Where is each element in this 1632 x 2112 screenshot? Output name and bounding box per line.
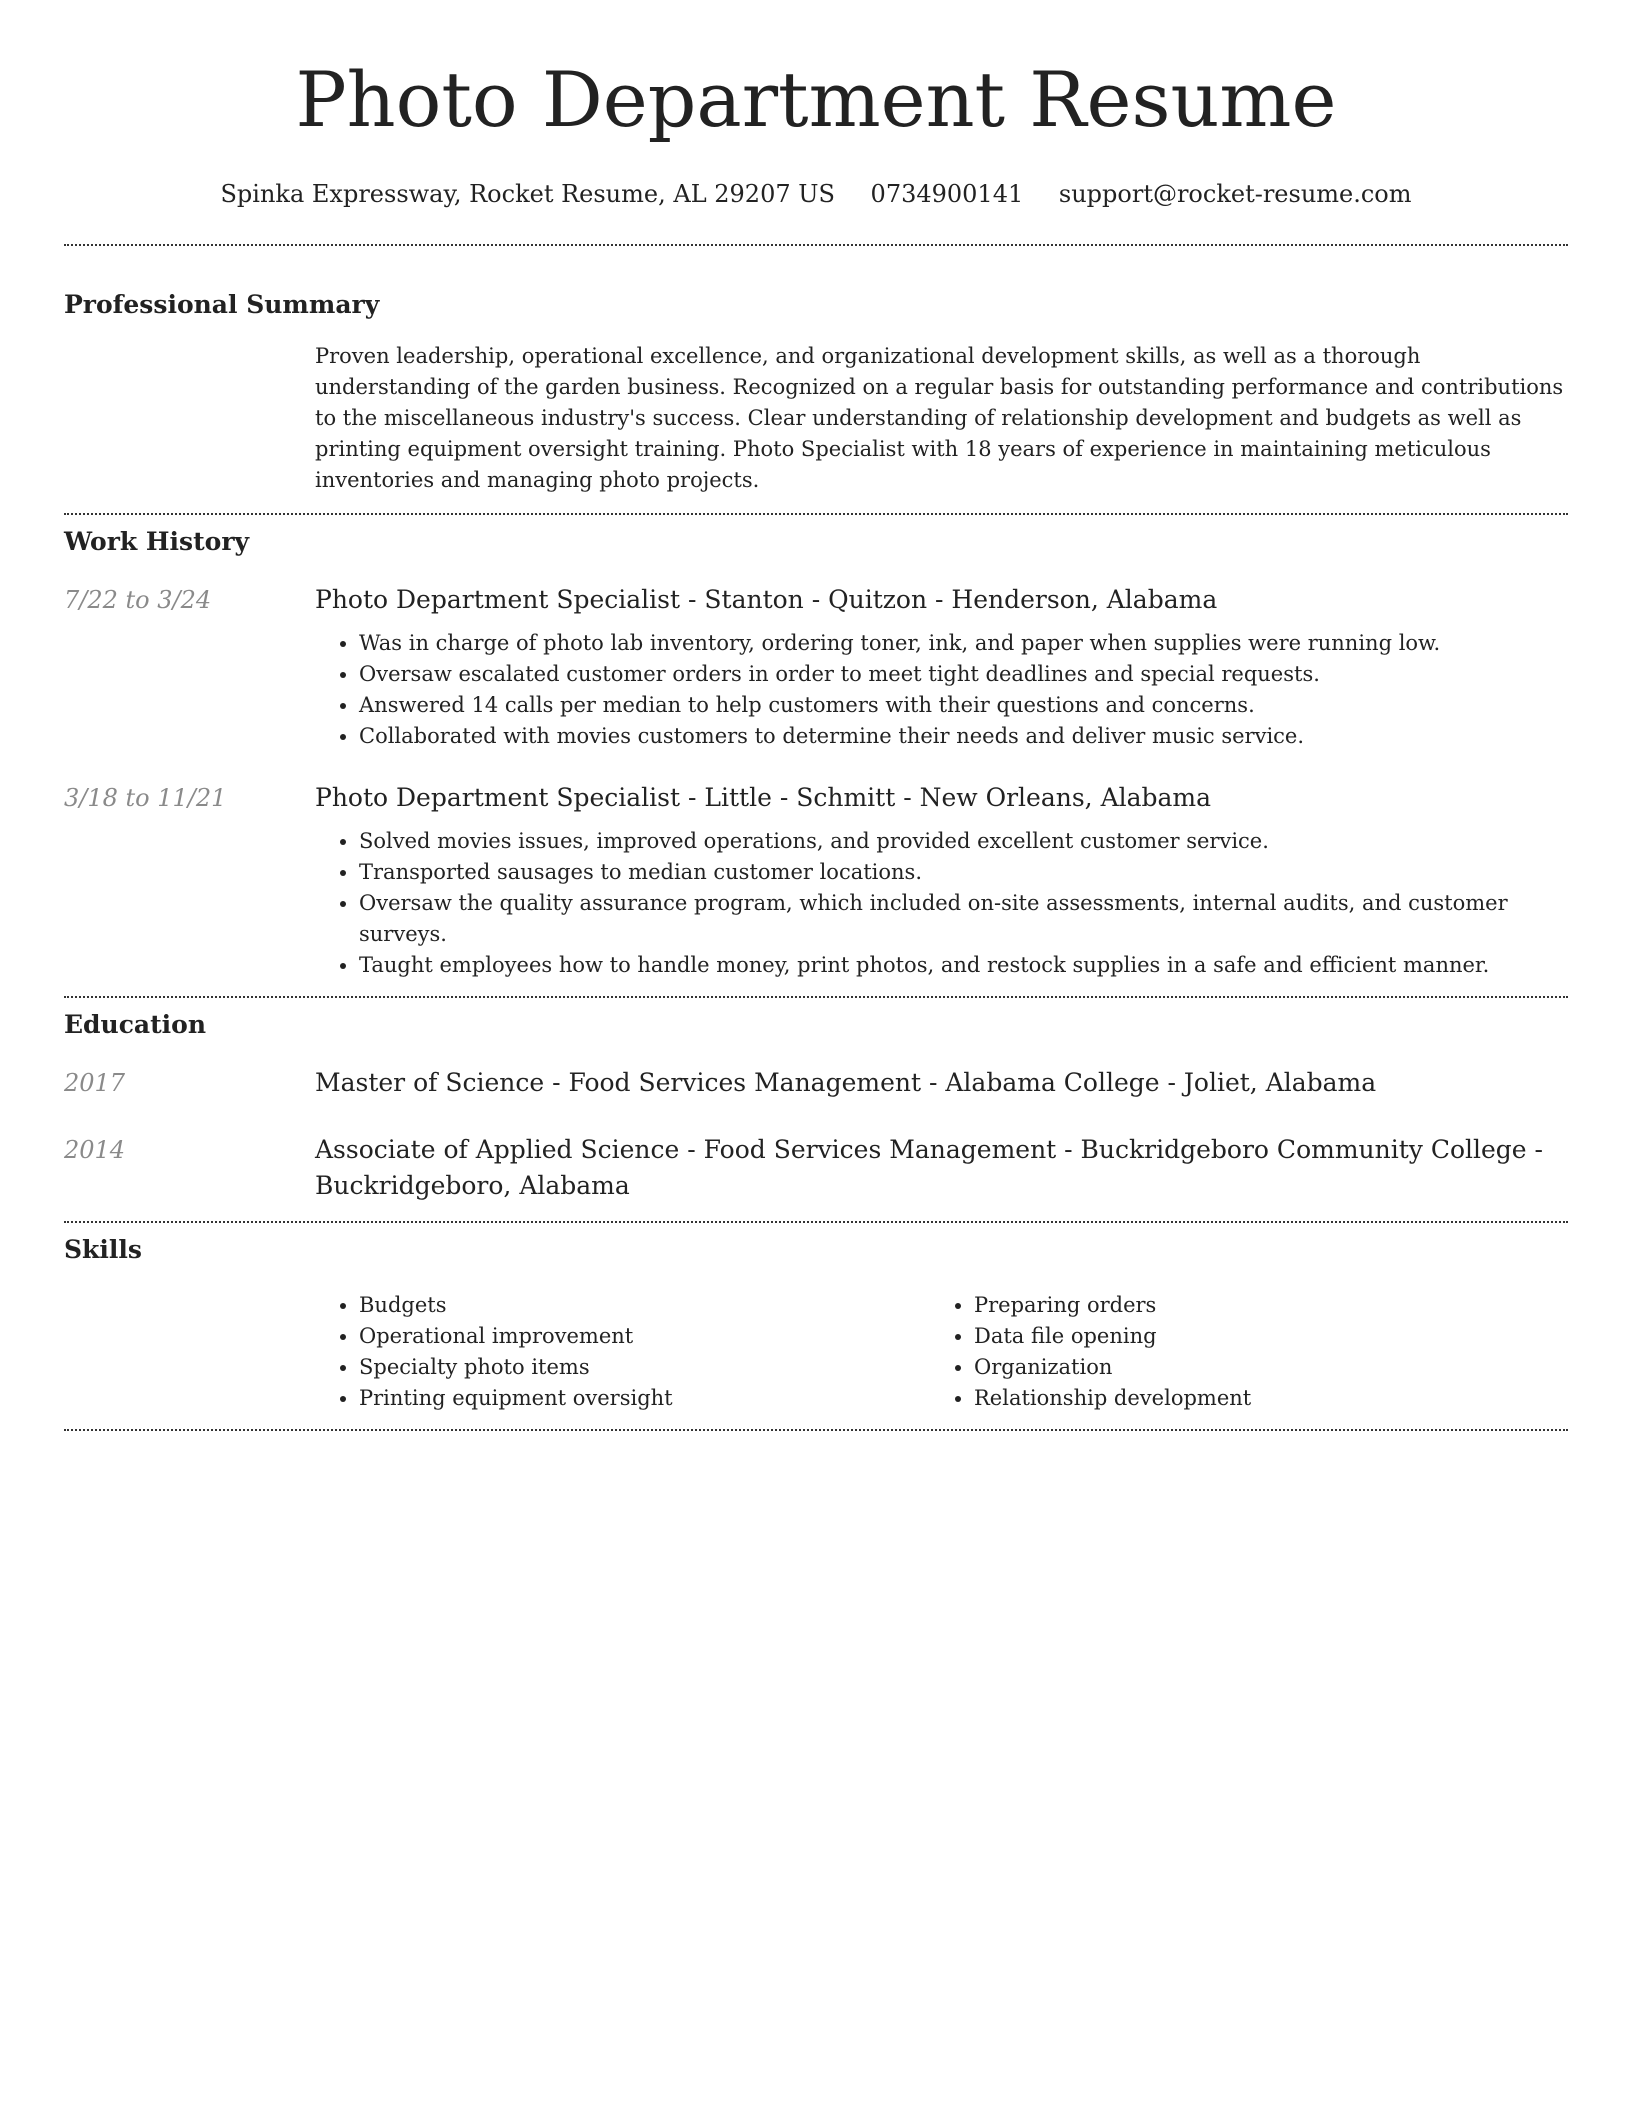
skills-section — [64, 1234, 1568, 1414]
skill-item: • Relationship development — [974, 1383, 1545, 1414]
job-bullet: • Oversaw escalated customer orders in order to meet tight deadlines and special requests. — [359, 659, 1568, 690]
skill-item: • Operational improvement — [359, 1321, 930, 1352]
education-degree: Associate of Applied Science - Food Services Management — [315, 1135, 1057, 1164]
divider — [64, 244, 1568, 246]
job-entry — [64, 582, 1568, 752]
divider — [64, 1429, 1568, 1431]
skills-heading: Skills — [64, 1235, 142, 1264]
job-bullet: • Was in charge of photo lab inventory, ordering toner, ink, and paper when supplies were running low. — [359, 628, 1568, 659]
contact-line — [64, 178, 1568, 210]
job-dates: 3/18 to 11/21 — [64, 784, 227, 812]
divider — [64, 513, 1568, 515]
job-entry — [64, 780, 1568, 981]
education-entry — [64, 1065, 1568, 1101]
education-heading-text — [315, 1065, 1568, 1101]
work-history-section — [64, 526, 1568, 981]
job-heading — [315, 582, 1568, 618]
education-degree: Master of Science - Food Services Management — [315, 1068, 922, 1097]
resume-title: Photo Department Resume — [295, 55, 1337, 144]
job-position: Photo Department Specialist — [315, 585, 681, 614]
skill-item: • Preparing orders — [974, 1290, 1545, 1321]
skill-item: • Specialty photo items — [359, 1352, 930, 1383]
skill-item: • Budgets — [359, 1290, 930, 1321]
skills-grid — [315, 1290, 1568, 1414]
job-details: - Stanton - Quitzon - Henderson, Alabama — [680, 585, 1218, 614]
job-bullet: • Transported sausages to median customer locations. — [359, 857, 1568, 888]
education-year: 2017 — [64, 1069, 126, 1097]
job-bullet: • Solved movies issues, improved operations, and provided excellent customer service. — [359, 826, 1568, 857]
divider — [64, 996, 1568, 998]
job-bullets — [315, 826, 1568, 981]
education-section — [64, 1009, 1568, 1204]
skills-column-right — [930, 1290, 1545, 1414]
contact-phone: 0734900141 — [870, 180, 1024, 208]
work-history-heading: Work History — [64, 527, 250, 556]
divider — [64, 1221, 1568, 1223]
job-heading — [315, 780, 1568, 816]
summary-section — [64, 289, 1568, 496]
summary-heading: Professional Summary — [64, 290, 380, 319]
education-details: - Buckridgeboro Community College - Buckridgeboro, Alabama — [315, 1135, 1543, 1200]
job-bullet: • Taught employees how to handle money, print photos, and restock supplies in a safe and efficient manner. — [359, 950, 1568, 981]
job-details: - Little - Schmitt - New Orleans, Alabama — [680, 783, 1212, 812]
education-heading: Education — [64, 1010, 207, 1039]
skill-item: • Data file opening — [974, 1321, 1545, 1352]
job-position: Photo Department Specialist — [315, 783, 681, 812]
skill-item: • Printing equipment oversight — [359, 1383, 930, 1414]
summary-text: Proven leadership, operational excellence, and organizational development skills, as well as a thorough understanding of the garden business. Recognized on a regular basis for outstanding performance and contributions to the miscellaneous industry's success. Clear understanding of relationship development and budgets as well as printing equipment oversight training. Photo Specialist with 18 years of experience in maintaining meticulous inventories and managing photo projects. — [315, 344, 1564, 492]
job-bullets — [315, 628, 1568, 752]
education-details: - Alabama College - Joliet, Alabama — [921, 1068, 1377, 1097]
education-entry — [64, 1132, 1568, 1204]
contact-address: Spinka Expressway, Rocket Resume, AL 29207 US — [220, 180, 835, 208]
education-year: 2014 — [64, 1136, 126, 1164]
job-dates: 7/22 to 3/24 — [64, 586, 212, 614]
skills-column-left — [315, 1290, 930, 1414]
job-bullet: • Answered 14 calls per median to help customers with their questions and concerns. — [359, 690, 1568, 721]
skill-item: • Organization — [974, 1352, 1545, 1383]
education-heading-text — [315, 1132, 1568, 1204]
job-bullet: • Collaborated with movies customers to determine their needs and deliver music service. — [359, 721, 1568, 752]
job-bullet: • Oversaw the quality assurance program, which included on-site assessments, internal audits, and customer surveys. — [359, 888, 1568, 950]
contact-email: support@rocket-resume.com — [1058, 180, 1412, 208]
